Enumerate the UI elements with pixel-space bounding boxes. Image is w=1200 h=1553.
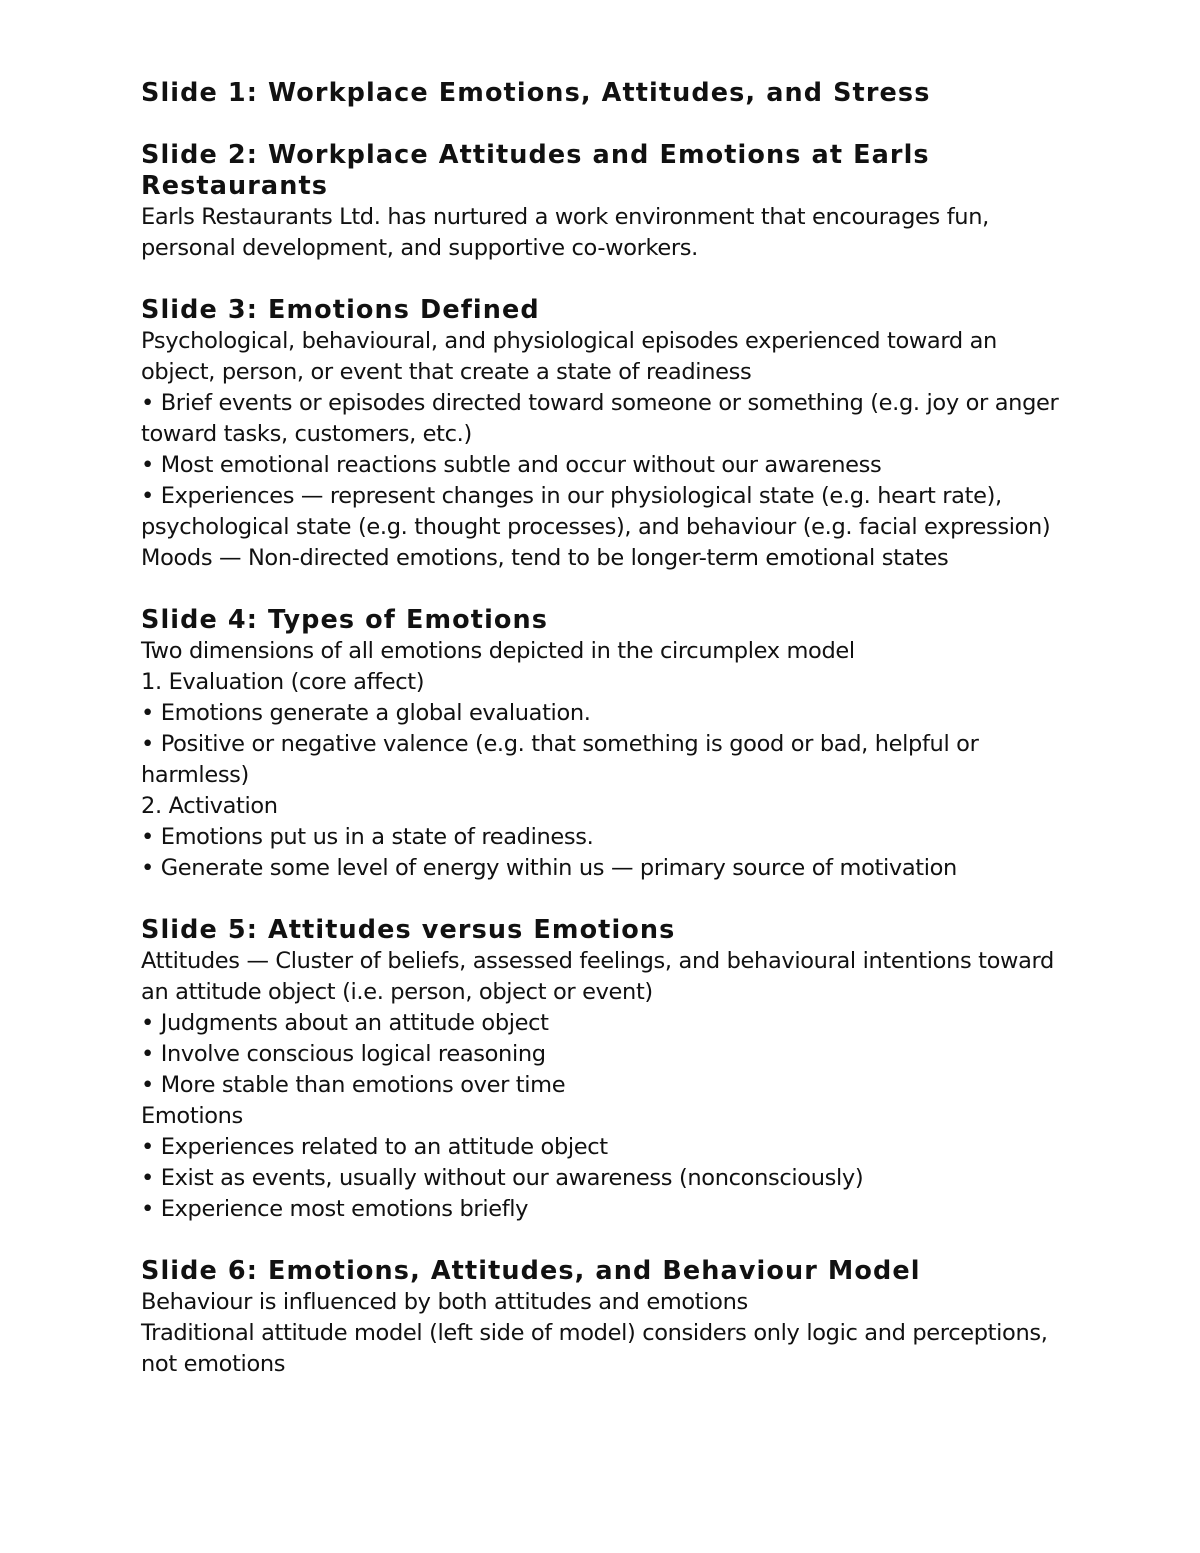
slide-4-bullet: • Emotions put us in a state of readiness. bbox=[141, 824, 594, 850]
slide-3-bullet: • Brief events or episodes directed toward someone or something (e.g. joy or anger toward tasks, customers, etc.) bbox=[141, 390, 1059, 447]
slide-3-heading: Slide 3: Emotions Defined bbox=[141, 295, 540, 325]
slide-2-section bbox=[141, 140, 1061, 264]
slide-4-numbered-item: 1. Evaluation (core affect) bbox=[141, 669, 425, 695]
slide-3-text: Psychological, behavioural, and physiological episodes experienced toward an object, person, or event that create a state of readiness bbox=[141, 328, 997, 385]
slide-6-section bbox=[141, 1256, 1061, 1380]
slide-4-numbered-item: 2. Activation bbox=[141, 793, 278, 819]
slide-5-bullet: • More stable than emotions over time bbox=[141, 1072, 566, 1098]
slide-5-section bbox=[141, 915, 1061, 1225]
slide-5-text: Attitudes — Cluster of beliefs, assessed feelings, and behavioural intentions toward an attitude object (i.e. person, object or event) bbox=[141, 948, 1054, 1005]
slide-5-bullet: • Exist as events, usually without our awareness (nonconsciously) bbox=[141, 1165, 864, 1191]
slide-4-heading: Slide 4: Types of Emotions bbox=[141, 605, 549, 635]
slide-5-bullet: • Experience most emotions briefly bbox=[141, 1196, 529, 1222]
slide-4-text: Two dimensions of all emotions depicted in the circumplex model bbox=[141, 638, 855, 664]
slide-4-bullet: • Positive or negative valence (e.g. that something is good or bad, helpful or harmless) bbox=[141, 731, 979, 788]
slide-5-heading: Slide 5: Attitudes versus Emotions bbox=[141, 915, 676, 945]
slide-3-bullet: • Experiences — represent changes in our physiological state (e.g. heart rate), psychological state (e.g. thought processes), and behaviour (e.g. facial expression) bbox=[141, 483, 1051, 540]
slide-1-section bbox=[141, 78, 1061, 109]
slide-4-bullet: • Generate some level of energy within us — primary source of motivation bbox=[141, 855, 957, 881]
slide-6-heading: Slide 6: Emotions, Attitudes, and Behaviour Model bbox=[141, 1256, 921, 1286]
slide-3-text: Moods — Non-directed emotions, tend to be longer-term emotional states bbox=[141, 545, 949, 571]
slide-6-text: Traditional attitude model (left side of model) considers only logic and perceptions, not emotions bbox=[141, 1320, 1048, 1377]
slide-3-bullet: • Most emotional reactions subtle and occur without our awareness bbox=[141, 452, 882, 478]
slide-4-bullet: • Emotions generate a global evaluation. bbox=[141, 700, 591, 726]
slide-6-text: Behaviour is influenced by both attitudes and emotions bbox=[141, 1289, 748, 1315]
slide-2-heading: Slide 2: Workplace Attitudes and Emotions at Earls Restaurants bbox=[141, 140, 930, 201]
slide-5-bullet: • Judgments about an attitude object bbox=[141, 1010, 549, 1036]
slide-5-bullet: • Involve conscious logical reasoning bbox=[141, 1041, 546, 1067]
slide-5-bullet: • Experiences related to an attitude object bbox=[141, 1134, 608, 1160]
slide-5-text: Emotions bbox=[141, 1103, 243, 1129]
document-page bbox=[141, 78, 1061, 1380]
slide-1-heading: Slide 1: Workplace Emotions, Attitudes, and Stress bbox=[141, 78, 931, 108]
slide-4-section bbox=[141, 605, 1061, 884]
slide-2-text: Earls Restaurants Ltd. has nurtured a work environment that encourages fun, personal development, and supportive co-workers. bbox=[141, 204, 989, 261]
slide-3-section bbox=[141, 295, 1061, 574]
